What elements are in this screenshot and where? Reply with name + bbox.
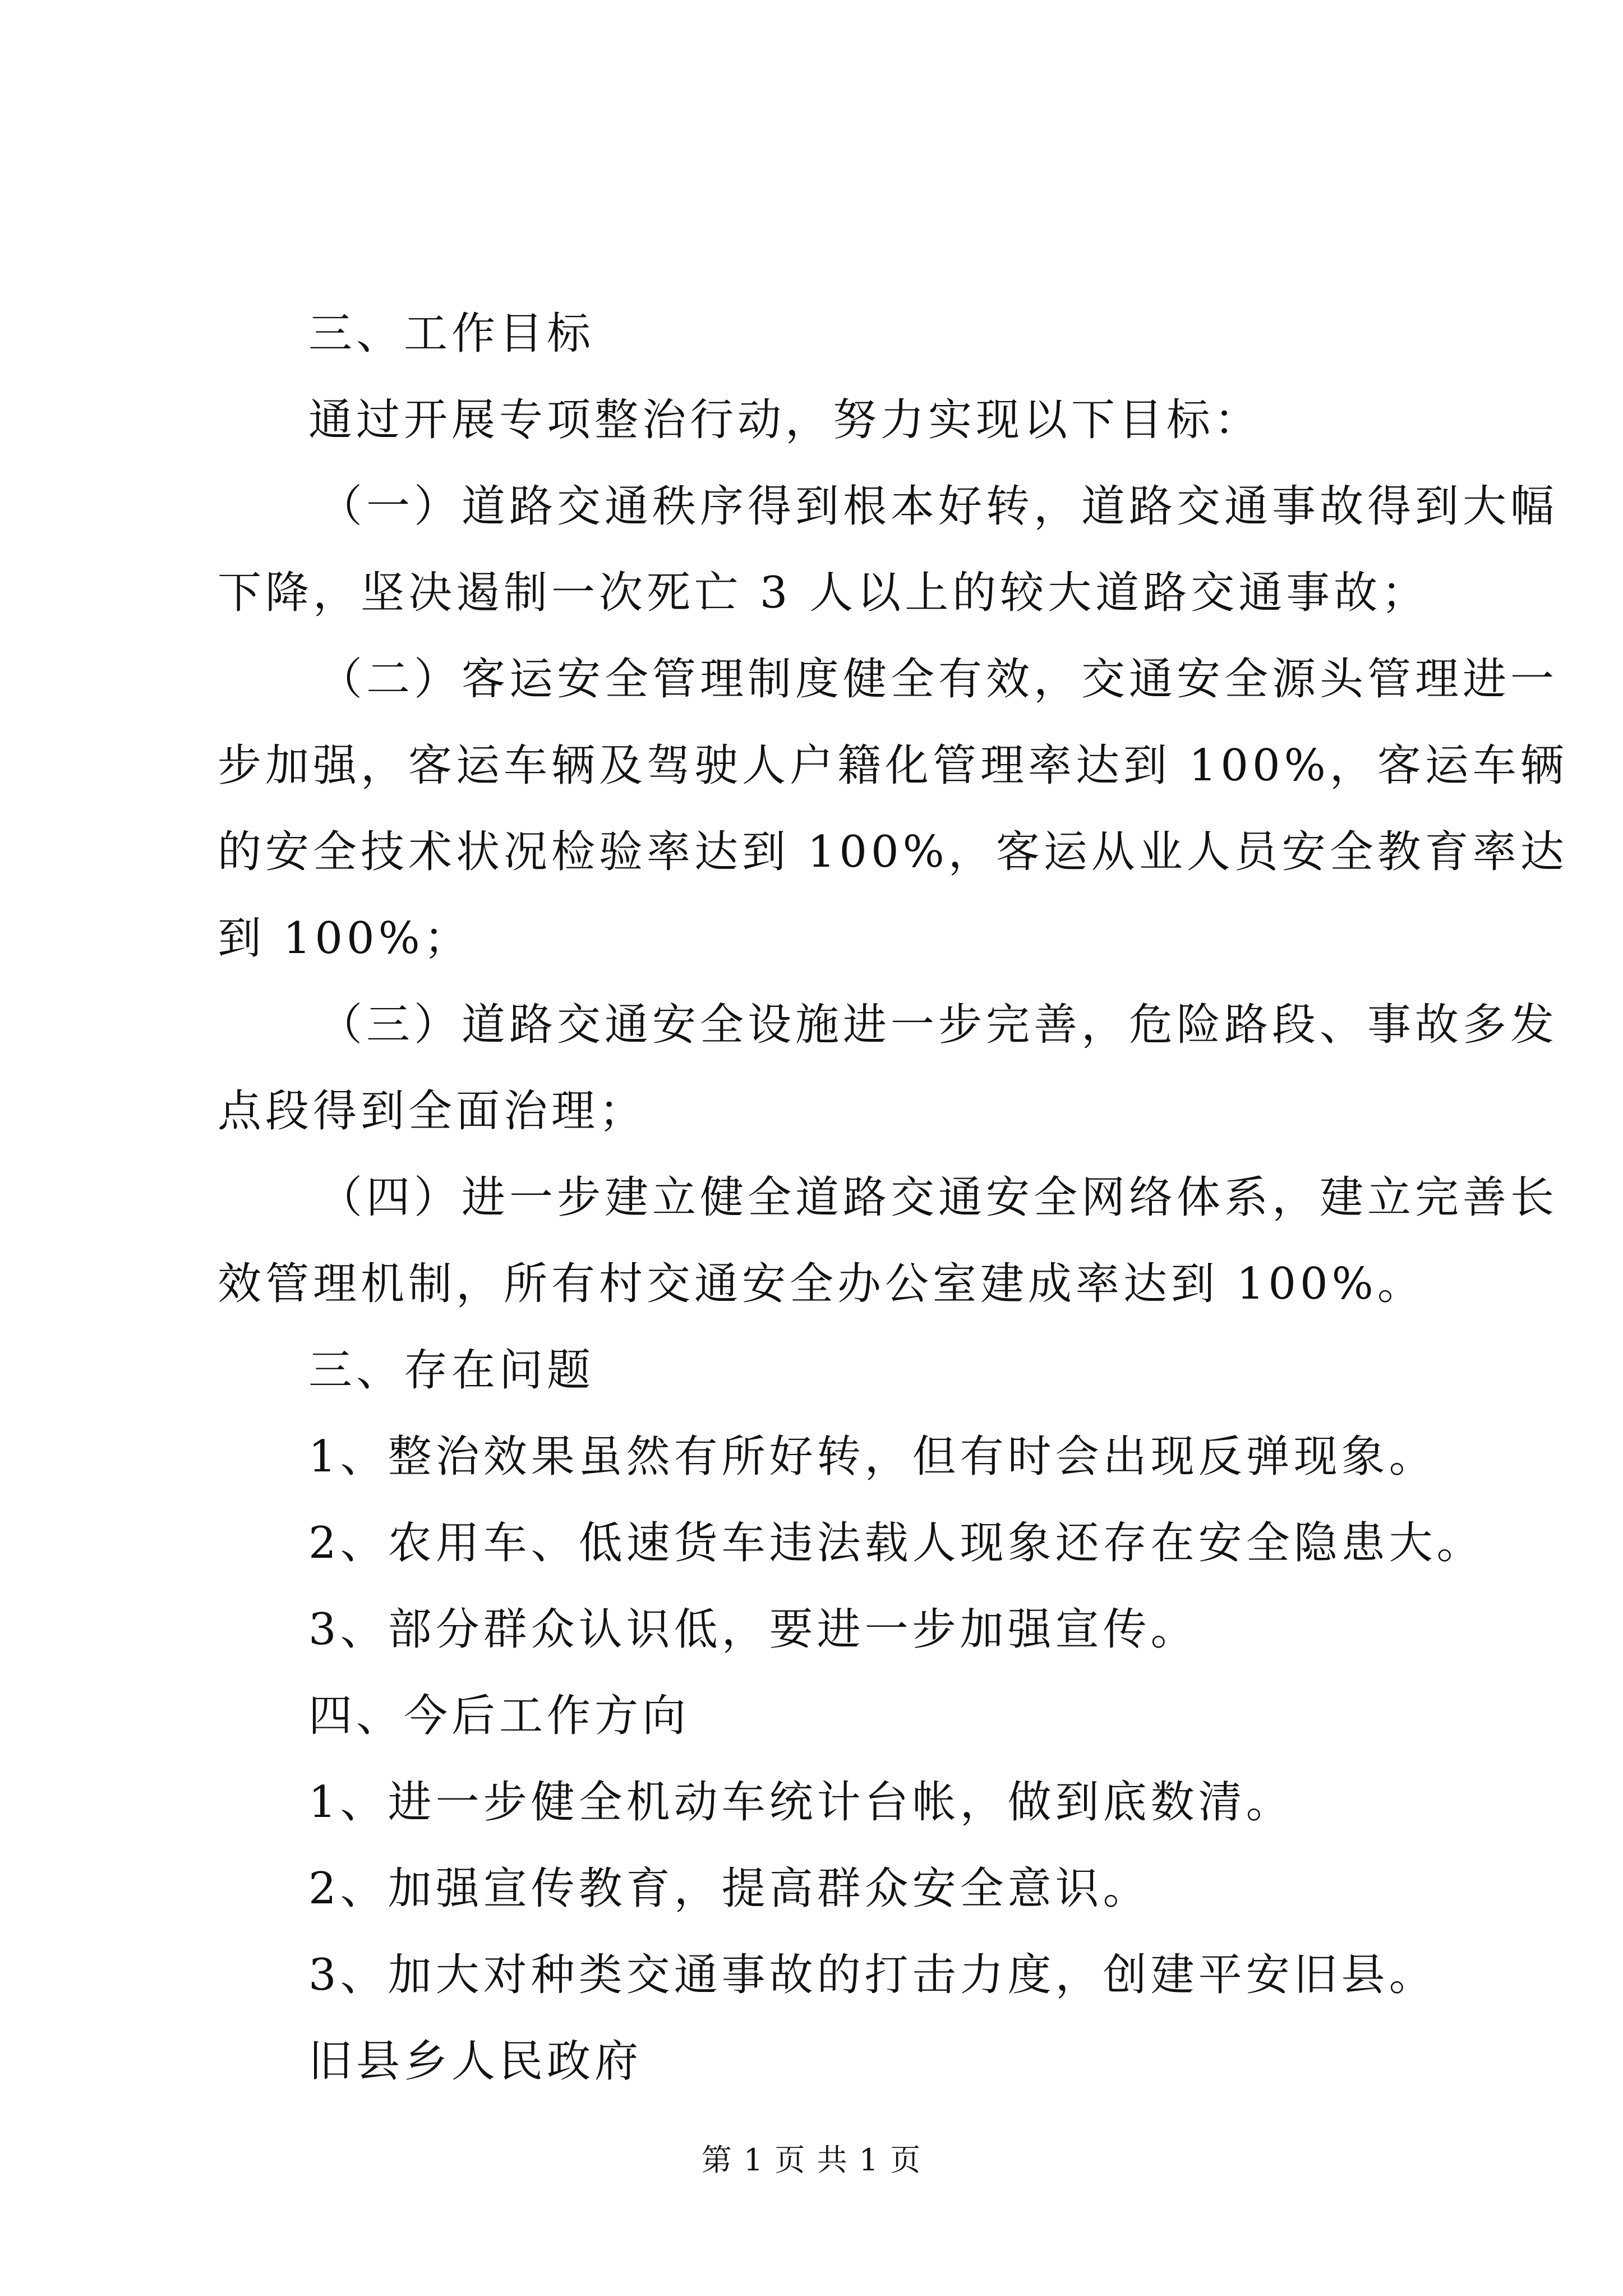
document-body <box>218 291 1568 2105</box>
paragraph-line: 通过开展专项整治行动，努力实现以下目标： <box>308 395 1262 445</box>
list-item: 2、加强宣传教育，提高群众安全意识。 <box>308 1864 1151 1914</box>
paragraph-line: （三）道路交通安全设施进一步完善，危险路段、事故多发 <box>319 1000 1559 1050</box>
section-heading-goals: 三、工作目标 <box>308 309 595 359</box>
list-item: 2、农用车、低速货车违法载人现象还存在安全隐患大。 <box>308 1518 1484 1568</box>
paragraph-line: 点段得到全面治理； <box>218 1086 647 1137</box>
paragraph-line: （二）客运安全管理制度健全有效，交通安全源头管理进一 <box>319 654 1559 705</box>
page-number-footer: 第 1 页 共 1 页 <box>701 2142 922 2178</box>
paragraph-line: （一）道路交通秩序得到根本好转，道路交通事故得到大幅 <box>319 481 1559 532</box>
paragraph-line: （四）进一步建立健全道路交通安全网络体系，建立完善长 <box>319 1172 1559 1223</box>
paragraph-line: 到 100%； <box>218 913 472 964</box>
signature-organization: 旧县乡人民政府 <box>308 2036 643 2087</box>
paragraph-line: 步加强，客运车辆及驾驶人户籍化管理率达到 100%，客运车辆 <box>218 740 1568 791</box>
list-item: 1、进一步健全机动车统计台帐，做到底数清。 <box>308 1777 1294 1828</box>
section-heading-problems: 三、存在问题 <box>308 1345 595 1396</box>
section-heading-future-work: 四、今后工作方向 <box>308 1691 690 1741</box>
list-item: 3、部分群众认识低，要进一步加强宣传。 <box>308 1604 1198 1655</box>
paragraph-line: 的安全技术状况检验率达到 100%，客运从业人员安全教育率达 <box>218 827 1568 877</box>
list-item: 1、整治效果虽然有所好转，但有时会出现反弹现象。 <box>308 1432 1437 1482</box>
paragraph-line: 下降，坚决遏制一次死亡 3 人以上的较大道路交通事故； <box>218 568 1430 618</box>
paragraph-line: 效管理机制，所有村交通安全办公室建成率达到 100%。 <box>218 1259 1425 1309</box>
list-item: 3、加大对种类交通事故的打击力度，创建平安旧县。 <box>308 1950 1437 2000</box>
